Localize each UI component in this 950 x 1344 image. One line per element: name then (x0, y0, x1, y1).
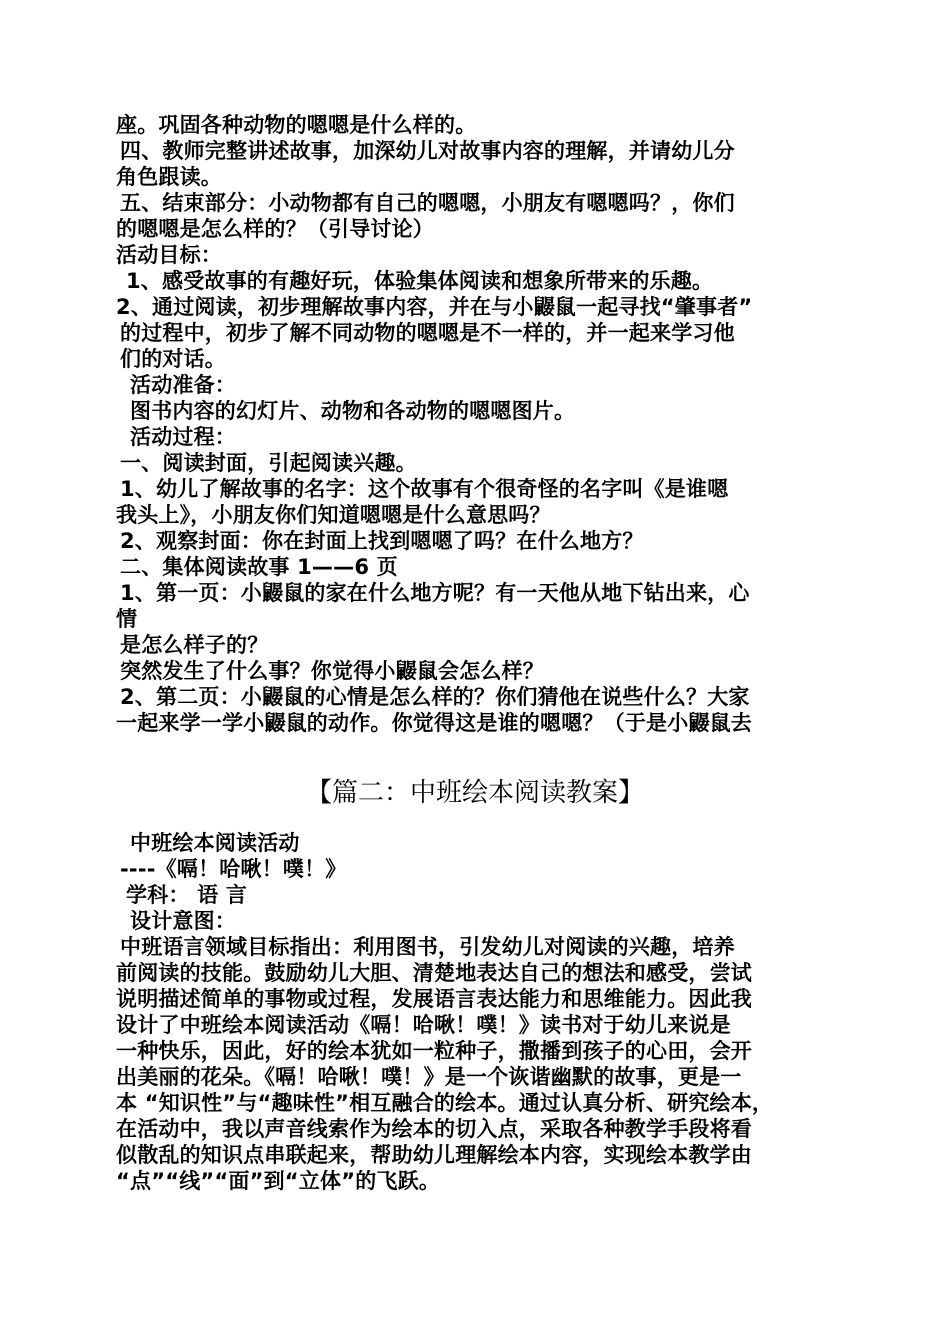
text-line: 前阅读的技能。鼓励幼儿大胆、清楚地表达自己的想法和感受，尝试 (116, 961, 752, 985)
text-line: 活动准备： (130, 373, 236, 397)
text-line: “点”“线”“面”到“立体”的飞跃。 (116, 1169, 441, 1193)
text-line: 突然发生了什么事？你觉得小鼹鼠会怎么样？ (120, 659, 544, 683)
text-line: 说明描述简单的事物或过程，发展语言表达能力和思维能力。因此我 (116, 987, 752, 1011)
text-line: 四、教师完整讲述故事，加深幼儿对故事内容的理解，并请幼儿分 (120, 139, 735, 163)
text-line: 出美丽的花朵。《嗝！哈啾！噗！》是一个诙谐幽默的故事，更是一 (116, 1065, 742, 1089)
text-line: 设计意图： (130, 909, 236, 933)
text-line: 的嗯嗯是怎么样的？（引导讨论） (116, 217, 434, 241)
text-line: 学科： 语 言 (126, 883, 248, 907)
text-line: 图书内容的幻灯片、动物和各动物的嗯嗯图片。 (130, 399, 576, 423)
text-line: 角色跟读。 (116, 165, 222, 189)
text-line: 似散乱的知识点串联起来，帮助幼儿理解绘本内容，实现绘本教学由 (116, 1143, 752, 1167)
text-line: 一种快乐，因此，好的绘本犹如一粒种子，撒播到孩子的心田，会开 (116, 1039, 752, 1063)
text-line: 2、第二页：小鼹鼠的心情是怎么样的？你们猜他在说些什么？大家 (120, 685, 750, 709)
text-line: 五、结束部分：小动物都有自己的嗯嗯，小朋友有嗯嗯吗？，你们 (120, 191, 735, 215)
text-line: 1、第一页：小鼹鼠的家在什么地方呢？有一天他从地下钻出来，心 (120, 581, 750, 605)
text-line: 情 (116, 607, 138, 631)
text-line: 2、通过阅读，初步理解故事内容，并在与小鼹鼠一起寻找“肇事者” (116, 295, 753, 319)
text-line: 设计了中班绘本阅读活动《嗝！哈啾！噗！》读书对于幼儿来说是 (116, 1013, 731, 1037)
text-line: 2、观察封面：你在封面上找到嗯嗯了吗？在什么地方？ (120, 529, 644, 553)
text-line: 座。巩固各种动物的嗯嗯是什么样的。 (116, 113, 477, 137)
text-line: 1、感受故事的有趣好玩，体验集体阅读和想象所带来的乐趣。 (126, 269, 714, 293)
section-lesson-plan-part1 (116, 112, 836, 736)
text-line: 活动过程： (130, 425, 236, 449)
text-line: 1、幼儿了解故事的名字：这个故事有个很奇怪的名字叫《是谁嗯 (120, 477, 729, 501)
section-lesson-plan-part2 (116, 830, 846, 1194)
text-line: 们的对话。 (120, 347, 226, 371)
text-line: 二、集体阅读故事 1——6 页 (120, 555, 398, 579)
text-line: 活动目标： (116, 243, 222, 267)
text-line: 中班绘本阅读活动 (130, 831, 300, 855)
text-line: 中班语言领域目标指出：利用图书，引发幼儿对阅读的兴趣，培养 (120, 935, 735, 959)
text-line: 一、阅读封面，引起阅读兴趣。 (120, 451, 417, 475)
section-heading-2: 【篇二：中班绘本阅读教案】 (305, 778, 644, 808)
text-line: 在活动中，我以声音线索作为绘本的切入点，采取各种教学手段将看 (116, 1117, 752, 1141)
text-line: 本 “知识性”与“趣味性”相互融合的绘本。通过认真分析、研究绘本， (116, 1091, 774, 1115)
text-line: 我头上》，小朋友你们知道嗯嗯是什么意思吗？ (116, 503, 551, 527)
text-line: 是怎么样子的？ (120, 633, 269, 657)
text-line: 一起来学一学小鼹鼠的动作。你觉得这是谁的嗯嗯？（于是小鼹鼠去 (116, 711, 752, 735)
text-line: ----《嗝！哈啾！噗！》 (120, 857, 347, 881)
text-line: 的过程中，初步了解不同动物的嗯嗯是不一样的，并一起来学习他 (120, 321, 735, 345)
